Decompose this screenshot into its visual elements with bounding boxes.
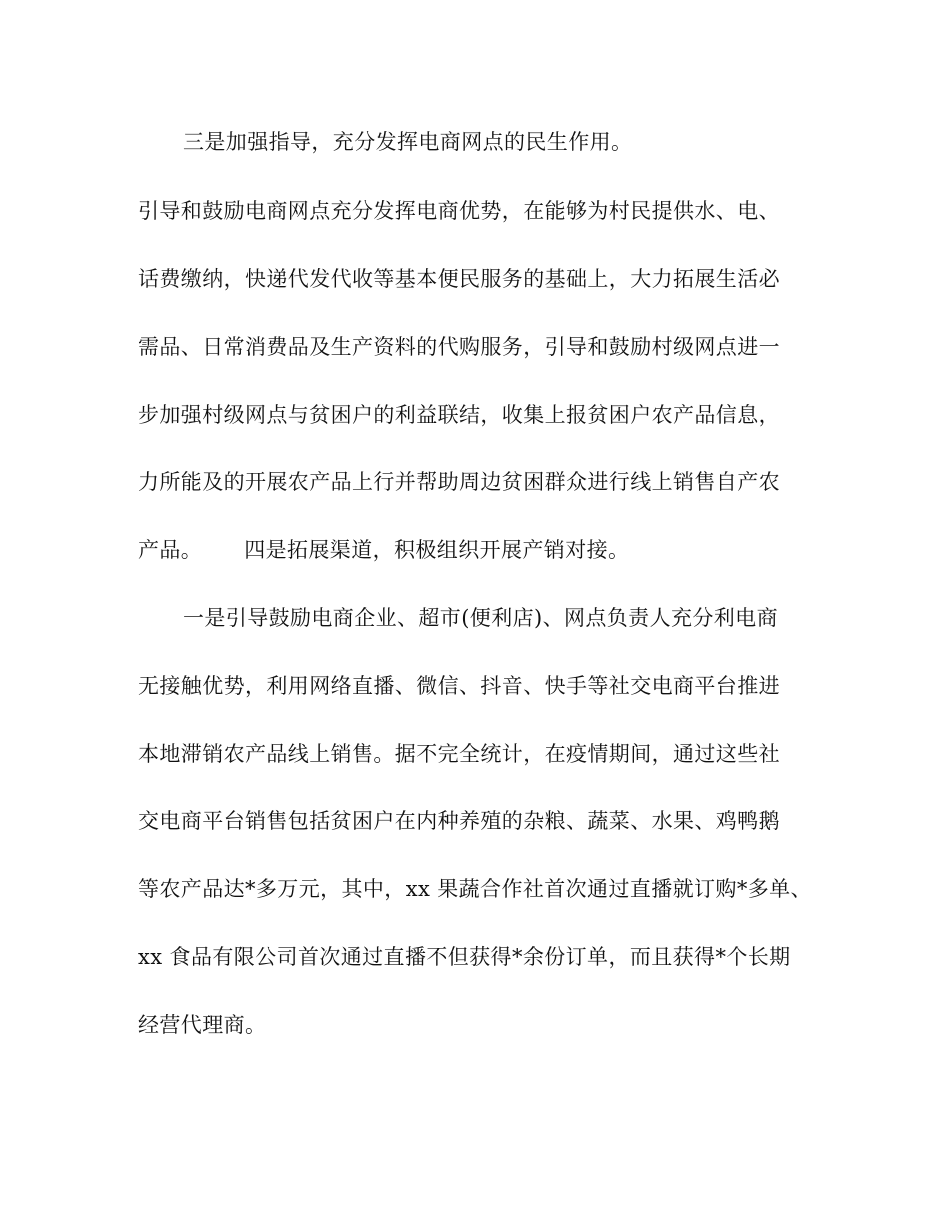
paragraph-line: 话费缴纳，快递代发代收等基本便民服务的基础上，大力拓展生活必 xyxy=(138,267,780,291)
paragraph-line: 一是引导鼓励电商企业、超市(便利店)、网点负责人充分利电商 xyxy=(183,606,778,630)
paragraph-line xyxy=(138,535,818,565)
paragraph-line: 三是加强指导，充分发挥电商网点的民生作用。 xyxy=(183,130,633,154)
paragraph-line: 本地滞销农产品线上销售。据不完全统计，在疫情期间，通过这些社 xyxy=(138,742,780,766)
paragraph-line: 经营代理商。 xyxy=(138,1013,267,1037)
paragraph-line: xx 食品有限公司首次通过直播不但获得*余份订单，而且获得*个长期 xyxy=(138,945,791,969)
paragraph-line: 步加强村级网点与贫困户的利益联结，收集上报贫困户农产品信息， xyxy=(138,403,780,427)
paragraph-line: 等农产品达*多万元，其中，xx 果蔬合作社首次通过直播就订购*多单、 xyxy=(138,877,812,901)
paragraph-end-text: 产品。 xyxy=(138,538,203,562)
paragraph-line: 力所能及的开展农产品上行并帮助周边贫困群众进行线上销售自产农 xyxy=(138,470,780,494)
paragraph-line: 引导和鼓励电商网点充分发挥电商优势，在能够为村民提供水、电、 xyxy=(138,199,780,223)
section-heading: 四是拓展渠道，积极组织开展产销对接。 xyxy=(244,538,630,562)
paragraph-line: 交电商平台销售包括贫困户在内种养殖的杂粮、蔬菜、水果、鸡鸭鹅 xyxy=(138,809,780,833)
paragraph-line: 需品、日常消费品及生产资料的代购服务，引导和鼓励村级网点进一 xyxy=(138,335,780,359)
paragraph-line: 无接触优势，利用网络直播、微信、抖音、快手等社交电商平台推进 xyxy=(138,674,780,698)
